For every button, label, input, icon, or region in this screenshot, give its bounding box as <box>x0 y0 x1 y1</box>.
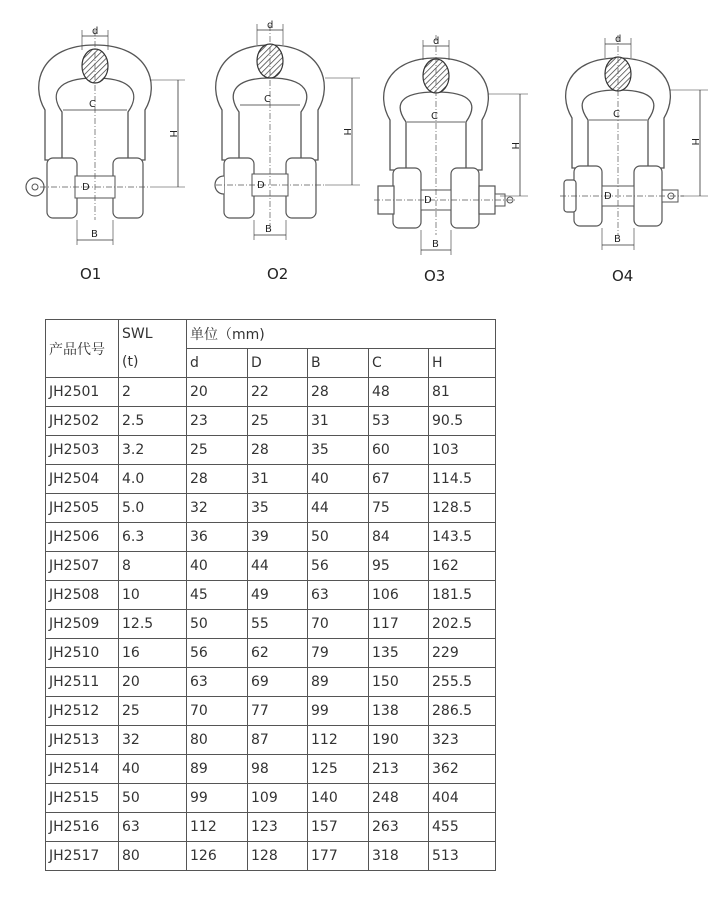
cell-d: 50 <box>187 610 248 639</box>
header-dim-H: H <box>429 349 496 378</box>
cell-d: 36 <box>187 523 248 552</box>
cell-B: 28 <box>308 378 369 407</box>
dim-d-o4: d <box>615 34 622 45</box>
header-dim-D: D <box>248 349 308 378</box>
cell-H: 455 <box>429 813 496 842</box>
cell-d: 99 <box>187 784 248 813</box>
cell-code: JH2506 <box>46 523 119 552</box>
cell-B: 44 <box>308 494 369 523</box>
cell-code: JH2508 <box>46 581 119 610</box>
table-row <box>46 581 496 610</box>
cell-swl: 2.5 <box>119 407 187 436</box>
dim-h-o2: H <box>341 128 352 136</box>
cell-d: 20 <box>187 378 248 407</box>
cell-D: 49 <box>248 581 308 610</box>
header-dim-C: C <box>369 349 429 378</box>
table-row <box>46 523 496 552</box>
cell-code: JH2503 <box>46 436 119 465</box>
cell-swl: 63 <box>119 813 187 842</box>
cell-swl: 2 <box>119 378 187 407</box>
cell-code: JH2515 <box>46 784 119 813</box>
cell-C: 135 <box>369 639 429 668</box>
cell-B: 112 <box>308 726 369 755</box>
cell-H: 181.5 <box>429 581 496 610</box>
cell-B: 63 <box>308 581 369 610</box>
cell-code: JH2505 <box>46 494 119 523</box>
cell-d: 63 <box>187 668 248 697</box>
cell-d: 112 <box>187 813 248 842</box>
cell-code: JH2504 <box>46 465 119 494</box>
figure-label-o2: O2 <box>267 265 289 283</box>
cell-swl: 6.3 <box>119 523 187 552</box>
cell-H: 255.5 <box>429 668 496 697</box>
dim-d-o1: d <box>92 26 99 37</box>
cell-B: 125 <box>308 755 369 784</box>
dim-c-o3: C <box>431 111 438 122</box>
cell-swl: 20 <box>119 668 187 697</box>
header-row-1 <box>46 320 496 349</box>
dim-dd-o2: D <box>257 180 265 191</box>
header-unit: 单位（mm) <box>187 320 496 349</box>
cell-C: 117 <box>369 610 429 639</box>
cell-D: 25 <box>248 407 308 436</box>
table-row <box>46 494 496 523</box>
table-row <box>46 755 496 784</box>
cell-d: 70 <box>187 697 248 726</box>
cell-C: 75 <box>369 494 429 523</box>
cell-D: 123 <box>248 813 308 842</box>
cell-D: 77 <box>248 697 308 726</box>
cell-swl: 12.5 <box>119 610 187 639</box>
dim-c-o2: C <box>264 94 271 105</box>
dim-b-o1: B <box>91 229 98 240</box>
cell-C: 150 <box>369 668 429 697</box>
cell-B: 56 <box>308 552 369 581</box>
dim-c-o1: C <box>89 99 96 110</box>
table-row <box>46 726 496 755</box>
table-row <box>46 813 496 842</box>
cell-C: 84 <box>369 523 429 552</box>
cell-d: 25 <box>187 436 248 465</box>
cell-H: 323 <box>429 726 496 755</box>
dim-b-o3: B <box>432 239 439 250</box>
cell-H: 114.5 <box>429 465 496 494</box>
table-row <box>46 784 496 813</box>
cell-D: 22 <box>248 378 308 407</box>
cell-d: 80 <box>187 726 248 755</box>
cell-H: 513 <box>429 842 496 871</box>
table-row <box>46 668 496 697</box>
cell-code: JH2512 <box>46 697 119 726</box>
header-dim-B: B <box>308 349 369 378</box>
header-swl-label: SWL <box>122 326 153 342</box>
cell-C: 190 <box>369 726 429 755</box>
dim-h-o3: H <box>509 142 520 150</box>
cell-d: 32 <box>187 494 248 523</box>
cell-H: 362 <box>429 755 496 784</box>
cell-D: 44 <box>248 552 308 581</box>
header-code: 产品代号 <box>46 320 119 378</box>
cell-code: JH2509 <box>46 610 119 639</box>
cell-B: 35 <box>308 436 369 465</box>
dim-dd-o4: D <box>604 191 612 202</box>
cell-D: 62 <box>248 639 308 668</box>
cell-H: 229 <box>429 639 496 668</box>
dim-b-o4: B <box>614 234 621 245</box>
cell-B: 177 <box>308 842 369 871</box>
cell-B: 157 <box>308 813 369 842</box>
cell-C: 106 <box>369 581 429 610</box>
cell-d: 89 <box>187 755 248 784</box>
table-row <box>46 378 496 407</box>
cell-D: 28 <box>248 436 308 465</box>
cell-B: 50 <box>308 523 369 552</box>
shackle-diagrams <box>0 0 728 300</box>
cell-d: 23 <box>187 407 248 436</box>
cell-C: 138 <box>369 697 429 726</box>
cell-H: 202.5 <box>429 610 496 639</box>
cell-d: 56 <box>187 639 248 668</box>
cell-D: 98 <box>248 755 308 784</box>
cell-swl: 5.0 <box>119 494 187 523</box>
cell-C: 48 <box>369 378 429 407</box>
cell-H: 103 <box>429 436 496 465</box>
shackle-o1 <box>26 26 185 283</box>
cell-C: 213 <box>369 755 429 784</box>
cell-C: 95 <box>369 552 429 581</box>
cell-C: 67 <box>369 465 429 494</box>
shackle-o2 <box>215 20 360 283</box>
cell-code: JH2507 <box>46 552 119 581</box>
spec-table <box>45 319 496 871</box>
cell-d: 40 <box>187 552 248 581</box>
cell-B: 99 <box>308 697 369 726</box>
cell-code: JH2511 <box>46 668 119 697</box>
cell-code: JH2510 <box>46 639 119 668</box>
cell-swl: 25 <box>119 697 187 726</box>
table-row <box>46 610 496 639</box>
cell-B: 79 <box>308 639 369 668</box>
cell-code: JH2513 <box>46 726 119 755</box>
header-swl-unit: (t) <box>122 354 139 370</box>
cell-code: JH2501 <box>46 378 119 407</box>
cell-D: 87 <box>248 726 308 755</box>
table-row <box>46 639 496 668</box>
cell-swl: 16 <box>119 639 187 668</box>
shackle-o4 <box>560 34 708 285</box>
header-swl <box>119 320 187 378</box>
cell-H: 162 <box>429 552 496 581</box>
cell-code: JH2502 <box>46 407 119 436</box>
dim-dd-o1: D <box>82 182 90 193</box>
cell-D: 128 <box>248 842 308 871</box>
cell-B: 31 <box>308 407 369 436</box>
figure-label-o1: O1 <box>80 265 102 283</box>
dim-h-o4: H <box>689 138 700 146</box>
figure-label-o3: O3 <box>424 267 446 285</box>
dim-dd-o3: D <box>424 195 432 206</box>
cell-D: 31 <box>248 465 308 494</box>
dim-d-o2: d <box>267 20 274 31</box>
dim-h-o1: H <box>167 130 178 138</box>
cell-B: 140 <box>308 784 369 813</box>
cell-H: 286.5 <box>429 697 496 726</box>
cell-D: 35 <box>248 494 308 523</box>
dim-c-o4: C <box>613 109 620 120</box>
cell-C: 263 <box>369 813 429 842</box>
cell-C: 53 <box>369 407 429 436</box>
cell-D: 55 <box>248 610 308 639</box>
table-row <box>46 465 496 494</box>
cell-swl: 4.0 <box>119 465 187 494</box>
cell-code: JH2514 <box>46 755 119 784</box>
dim-d-o3: d <box>433 36 440 47</box>
cell-swl: 50 <box>119 784 187 813</box>
cell-C: 318 <box>369 842 429 871</box>
cell-code: JH2517 <box>46 842 119 871</box>
cell-H: 90.5 <box>429 407 496 436</box>
table-row <box>46 407 496 436</box>
cell-swl: 32 <box>119 726 187 755</box>
cell-code: JH2516 <box>46 813 119 842</box>
table-row <box>46 552 496 581</box>
cell-d: 126 <box>187 842 248 871</box>
cell-C: 60 <box>369 436 429 465</box>
cell-H: 143.5 <box>429 523 496 552</box>
table-row <box>46 842 496 871</box>
cell-C: 248 <box>369 784 429 813</box>
table-row <box>46 697 496 726</box>
cell-D: 69 <box>248 668 308 697</box>
cell-H: 128.5 <box>429 494 496 523</box>
table-row <box>46 436 496 465</box>
figure-label-o4: O4 <box>612 267 634 285</box>
dim-b-o2: B <box>265 224 272 235</box>
cell-swl: 3.2 <box>119 436 187 465</box>
cell-D: 39 <box>248 523 308 552</box>
cell-swl: 80 <box>119 842 187 871</box>
cell-d: 45 <box>187 581 248 610</box>
cell-D: 109 <box>248 784 308 813</box>
header-dim-d: d <box>187 349 248 378</box>
cell-H: 404 <box>429 784 496 813</box>
shackle-o3 <box>374 35 528 285</box>
cell-swl: 8 <box>119 552 187 581</box>
cell-B: 70 <box>308 610 369 639</box>
cell-B: 89 <box>308 668 369 697</box>
cell-swl: 40 <box>119 755 187 784</box>
cell-swl: 10 <box>119 581 187 610</box>
cell-B: 40 <box>308 465 369 494</box>
cell-H: 81 <box>429 378 496 407</box>
cell-d: 28 <box>187 465 248 494</box>
